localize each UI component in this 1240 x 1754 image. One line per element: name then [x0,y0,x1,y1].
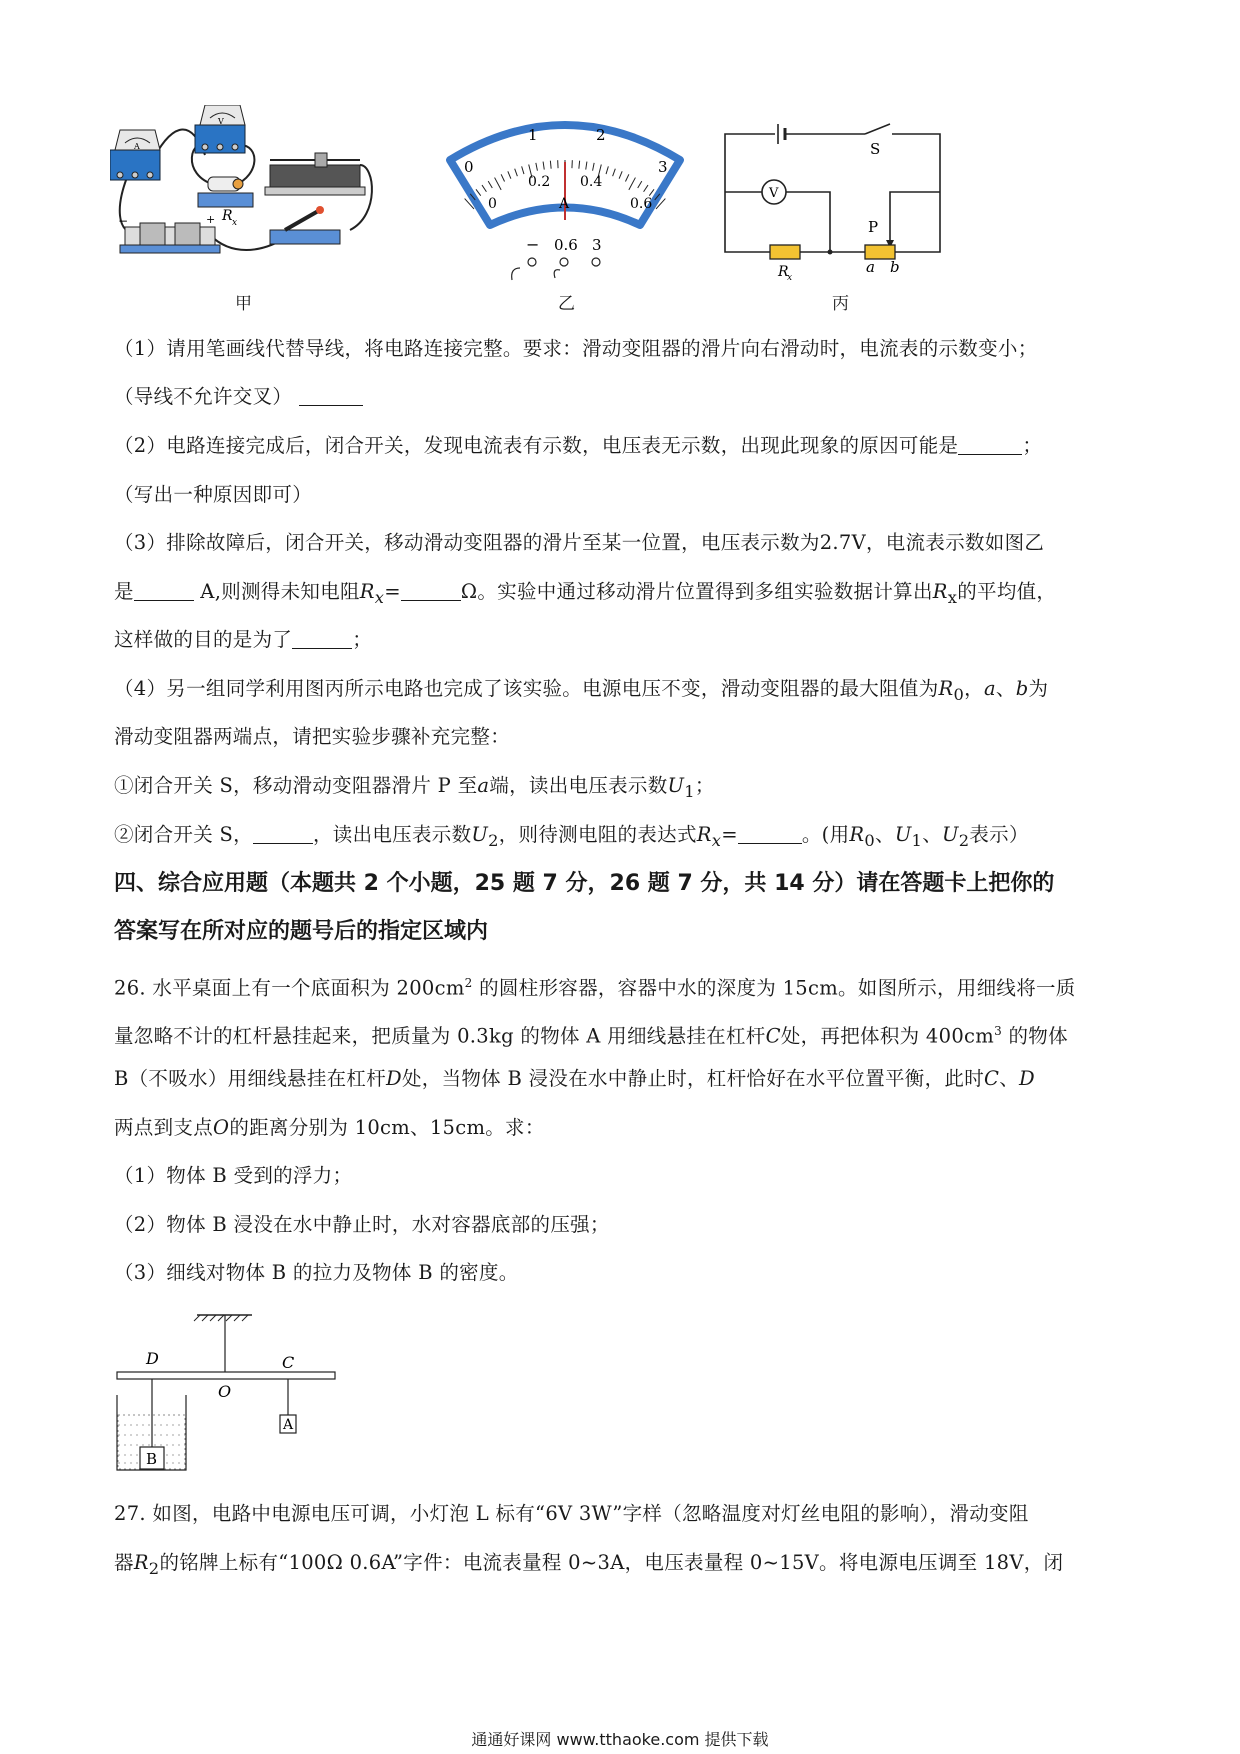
svg-text:D: D [146,1349,159,1368]
q26-line2: 量忽略不计的杠杆悬挂起来，把质量为 0.3kg 的物体 A 用细线悬挂在杠杆C处，再把体积为 $400cm^3$ 的物体 [114,1024,1068,1048]
figure-bing-caption: 丙 [832,294,849,314]
voltmeter-icon [195,105,245,153]
q25-part1-line2: （导线不允许交叉） [114,384,363,410]
answer-blank[interactable] [134,582,194,601]
svg-text:S: S [870,140,881,158]
q25-part3-line3: 这样做的目的是为了 ； [114,628,373,651]
figure-yi-caption: 乙 [558,294,575,314]
svg-text:−: − [118,214,129,228]
svg-text:−: − [526,235,540,254]
answer-blank[interactable] [253,825,313,844]
svg-text:V: V [218,117,224,126]
q26-sub2: （2）物体 B 浸没在水中静止时，水对容器底部的压强； [114,1213,610,1236]
svg-text:b: b [890,258,900,276]
svg-text:3: 3 [658,158,668,176]
q25-part3-line2: 是 A,则测得未知电阻$R_x= \Omega$。实验中通过移动滑片位置得到多组实验数据计算出$R_x$的平均值， [114,580,1057,607]
slide-rheostat-icon [265,153,365,195]
q25-step1: ①闭合开关 S，移动滑动变阻器滑片 P 至a端，读出电压表示数$U_1$； [114,774,715,801]
svg-text:C: C [282,1353,295,1372]
q26-sub1: （1）物体 B 受到的浮力； [114,1164,353,1187]
figure-bing-schematic [720,112,950,287]
svg-text:0.6: 0.6 [630,196,653,212]
svg-text:3: 3 [592,236,602,254]
q27-line2: 器$R_2$的铭牌上标有“100Ω 0.6A”字件：电流表量程 0~3A，电压表量程 0~15V。将电源电压调至 18V，闭 [114,1551,1064,1578]
q27-line1: 27. 如图，电路中电源电压可调，小灯泡 L 标有“6V 3W”字样（忽略温度对灯丝电阻的影响），滑动变阻 [114,1502,1029,1525]
answer-blank[interactable] [299,387,363,406]
svg-text:+: + [206,213,216,226]
svg-text:O: O [218,1382,232,1401]
q25-part3-line1: （3）排除故障后，闭合开关，移动滑动变阻器的滑片至某一位置，电压表示数为2.7V，电流表示数如图乙 [114,531,1045,554]
svg-text:0.2: 0.2 [528,174,551,190]
battery-icon [120,223,220,253]
svg-text:1: 1 [528,126,538,144]
q26-sub3: （3）细线对物体 B 的拉力及物体 B 的密度。 [114,1261,519,1284]
svg-text:2: 2 [596,126,606,144]
figure-jia-circuit [110,105,420,285]
svg-text:A: A [283,1417,294,1433]
svg-text:B: B [146,1450,158,1468]
figure-jia-caption: 甲 [235,294,252,314]
q25-part4-line2: 滑动变阻器两端点，请把实验步骤补充完整： [114,725,511,748]
q25-part2-line1: （2）电路连接完成后，闭合开关，发现电流表有示数，电压表无示数，出现此现象的原因可能是 ； [114,434,1043,457]
svg-text:R: R [222,208,233,224]
svg-text:V: V [769,186,779,201]
svg-text:P: P [868,218,879,236]
q26-line3: B（不吸水）用细线悬挂在杠杆D处，当物体 B 浸没在水中静止时，杠杆恰好在水平位置平衡，此时C、D [114,1067,1035,1090]
answer-blank[interactable] [958,436,1022,455]
svg-text:0.6: 0.6 [554,236,578,254]
page-footer: 通通好课网 www.tthaoke.com 提供下载 [471,1730,769,1749]
answer-blank[interactable] [292,630,352,649]
section-heading: 四、综合应用题（本题共 2 个小题，25 题 7 分，26 题 7 分，共 14 分）请在答题卡上把你的 [114,871,1055,896]
svg-text:0: 0 [488,196,497,212]
q25-part2-line2: （写出一种原因即可） [114,483,313,506]
section-heading-line2: 答案写在所对应的题号后的指定区域内 [114,919,489,944]
svg-text:0.4: 0.4 [580,174,603,190]
ammeter-icon [110,130,160,180]
q26-line4: 两点到支点O的距离分别为 10cm、15cm。求： [114,1116,545,1139]
svg-text:0: 0 [464,158,474,176]
switch-icon [270,206,340,244]
svg-text:A: A [134,142,140,151]
svg-text:R: R [778,264,789,280]
figure-yi-ammeter-dial [440,110,690,285]
q25-part4-line1: （4）另一组同学利用图丙所示电路也完成了该实验。电源电压不变，滑动变阻器的最大阻值为$R_0$，a、b为 [114,677,1049,704]
svg-text:A: A [559,196,570,212]
svg-text:x: x [232,218,238,228]
q26-line1: 26. 水平桌面上有一个底面积为 $200cm^2$ 的圆柱形容器，容器中水的深度为 15cm。如图所示，用细线将一质 [114,976,1076,1000]
figure-lever [112,1310,352,1480]
svg-text:a: a [866,258,875,276]
answer-blank[interactable] [738,825,802,844]
q25-step2: ②闭合开关 S， ，读出电压表示数$U_2$，则待测电阻的表达式$R_x=$ 。(用$R_0$、$U_1$、$U_2$表示） [114,823,1029,850]
q25-part1-line1: （1）请用笔画线代替导线，将电路连接完整。要求：滑动变阻器的滑片向右滑动时，电流表的示数变小； [114,337,1038,360]
answer-blank[interactable] [401,582,461,601]
svg-text:x: x [787,273,793,283]
